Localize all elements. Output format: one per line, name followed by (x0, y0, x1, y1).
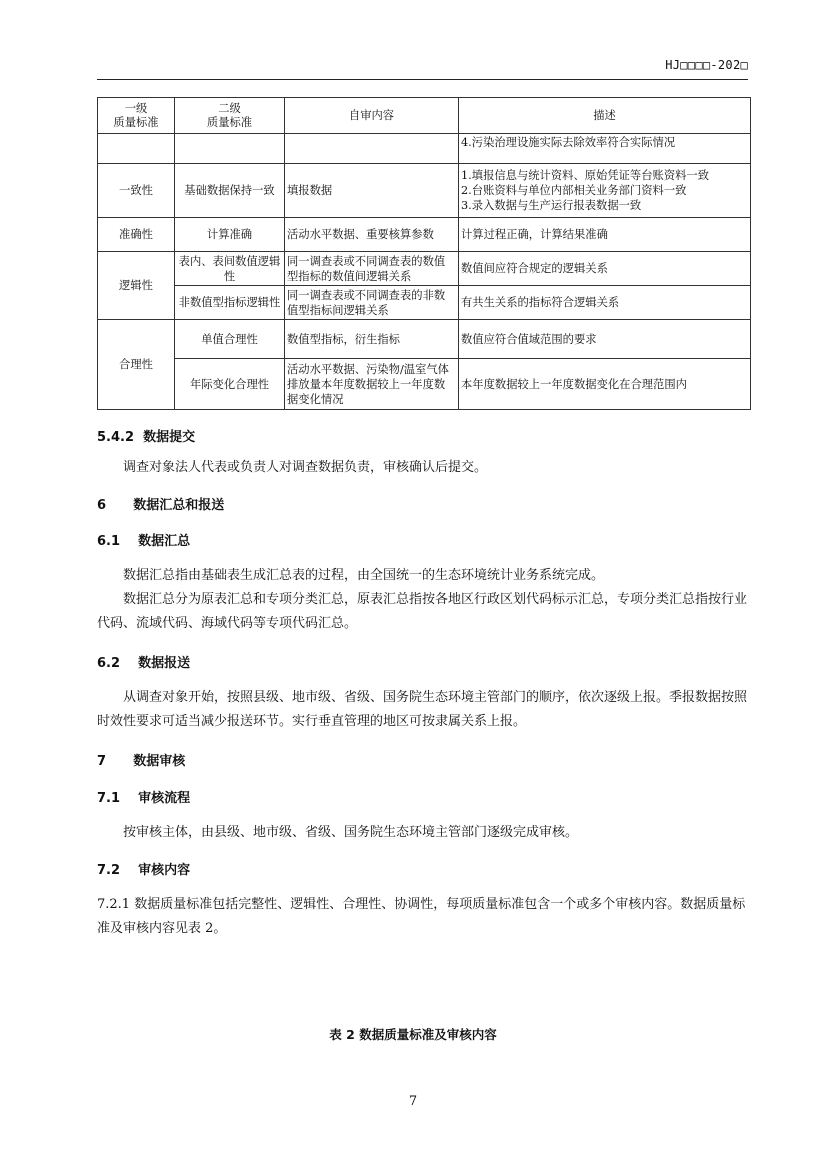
cell-level2: 非数值型指标逻辑性 (175, 286, 285, 320)
table-row (98, 320, 751, 359)
cell-level1: 合理性 (98, 320, 175, 410)
table-row (98, 218, 751, 252)
cell-content: 填报数据 (285, 164, 459, 218)
section-heading: 5.4.2 数据提交 (97, 430, 196, 445)
paragraph: 调查对象法人代表或负责人对调查数据负责，审核确认后提交。 (123, 460, 488, 475)
paragraph: 7.2.1 数据质量标准包括完整性、逻辑性、合理性、协调性，每项质量标准包含一个或多个审核内容。数据质量标准及审核内容见表 2。 (97, 897, 746, 936)
cell-level2: 单值合理性 (175, 320, 285, 359)
cell-level2: 表内、表间数值逻辑性 (175, 252, 285, 286)
header-rule (97, 79, 748, 80)
section-heading: 6.1 数据汇总 (97, 534, 191, 549)
section-heading: 7.1 审核流程 (97, 791, 191, 806)
cell-content: 活动水平数据、污染物/温室气体排放量本年度数据较上一年度数据变化情况 (285, 359, 459, 410)
cell-level1: 准确性 (98, 218, 175, 252)
quality-standards-table (97, 97, 751, 410)
cell-level2: 年际变化合理性 (175, 359, 285, 410)
cell-desc: 本年度数据较上一年度数据变化在合理范围内 (459, 359, 751, 410)
cell-desc: 4.污染治理设施实际去除效率符合实际情况 (459, 134, 751, 164)
page-number: 7 (408, 1094, 418, 1109)
document-code: HJ□□□□-202□ (665, 58, 748, 72)
cell-desc: 数值间应符合规定的逻辑关系 (459, 252, 751, 286)
body-section-7 (97, 750, 750, 774)
table-row (98, 286, 751, 320)
header-level2: 二级 质量标准 (175, 98, 285, 134)
table-caption: 表 2 数据质量标准及审核内容 (329, 1027, 497, 1042)
body-section-6 (97, 494, 750, 518)
cell-content: 同一调查表或不同调查表的非数值型指标间逻辑关系 (285, 286, 459, 320)
header-level1: 一级 质量标准 (98, 98, 175, 134)
cell-desc: 有共生关系的指标符合逻辑关系 (459, 286, 751, 320)
section-heading: 6 数据汇总和报送 (97, 498, 225, 513)
cell-content: 同一调查表或不同调查表的数值型指标的数值间逻辑关系 (285, 252, 459, 286)
body-section-542 (97, 426, 750, 480)
paragraph: 数据汇总指由基础表生成汇总表的过程，由全国统一的生态环境统计业务系统完成。 (123, 568, 605, 583)
header-description: 描述 (459, 98, 751, 134)
cell-content: 数值型指标，衍生指标 (285, 320, 459, 359)
cell-level2: 基础数据保持一致 (175, 164, 285, 218)
body-section-71 (97, 787, 750, 845)
body-section-62 (97, 652, 750, 734)
cell-level2: 计算准确 (175, 218, 285, 252)
table-row (98, 359, 751, 410)
cell-content: 活动水平数据、重要核算参数 (285, 218, 459, 252)
table-row (98, 134, 751, 164)
table-row (98, 252, 751, 286)
section-heading: 6.2 数据报送 (97, 656, 191, 671)
header-content: 自审内容 (285, 98, 459, 134)
cell-level1: 一致性 (98, 164, 175, 218)
section-heading: 7 数据审核 (97, 754, 186, 769)
paragraph: 数据汇总分为原表汇总和专项分类汇总，原表汇总指按各地区行政区划代码标示汇总，专项分类汇总指按行业代码、流域代码、海域代码等专项代码汇总。 (97, 592, 748, 631)
cell-desc: 1.填报信息与统计资料、原始凭证等台账资料一致 2.台账资料与单位内部相关业务部门资料一致 3.录入数据与生产运行报表数据一致 (459, 164, 751, 218)
cell-desc: 数值应符合值域范围的要求 (459, 320, 751, 359)
cell-level1: 逻辑性 (98, 252, 175, 320)
cell-desc: 计算过程正确，计算结果准确 (459, 218, 751, 252)
table-header-row (98, 98, 751, 134)
body-section-61 (97, 530, 750, 636)
section-heading: 7.2 审核内容 (97, 863, 191, 878)
body-section-72 (97, 859, 750, 941)
paragraph: 按审核主体，由县级、地市级、省级、国务院生态环境主管部门逐级完成审核。 (123, 825, 579, 840)
paragraph: 从调查对象开始，按照县级、地市级、省级、国务院生态环境主管部门的顺序，依次逐级上报。季报数据按照时效性要求可适当减少报送环节。实行垂直管理的地区可按隶属关系上报。 (97, 690, 748, 729)
table-row (98, 164, 751, 218)
